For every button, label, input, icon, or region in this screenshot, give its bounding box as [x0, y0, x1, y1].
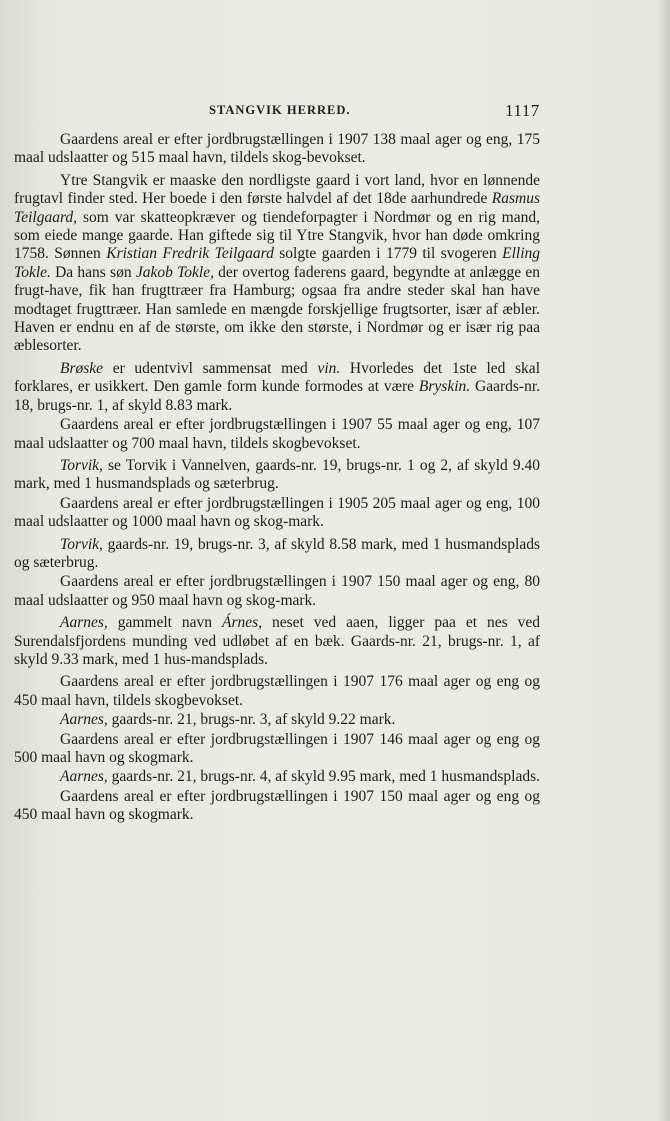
- text-run: gaards-nr. 21, brugs-nr. 3, af skyld 9.22 mark.: [107, 711, 396, 729]
- paragraph: [14, 788, 540, 825]
- italic-name: Jakob Tokle,: [135, 263, 214, 281]
- text-run: neset ved aaen, ligger paa et nes ved Surendalsfjordens munding ved udløbet af en bæk. Gaards-nr. 21, brugs-nr. 1, af skyld 9.33 mark, med 1 hus-mandsplads.: [14, 614, 540, 668]
- text-run: Gaardens areal er efter jordbrugstællingen i 1907 55 maal ager og eng, 107 maal udslaatter og 700 maal havn, tildels skogbevokset.: [14, 416, 540, 452]
- text-run: som var skatteopkræver og tiendeforpagter i Nordmør og en rig mand, som eiede mange gaarde. Han giftede sig til Ytre Stangvik, hvor han døde omkring 1758. Sønnen: [14, 208, 540, 263]
- text-run: gaards-nr. 19, brugs-nr. 3, af skyld 8.58 mark, med 1 husmandsplads og sæterbrug.: [14, 535, 540, 571]
- page-header: [0, 103, 670, 125]
- text-run: der overtog faderens gaard, begyndte at anlægge en frugt-have, fik han frugttræer fra Hamburg; ogsaa fra andre steder skal han have modtaget frugttræer. Han samlede en mængde forskjellige frugtsorter, især af æbler. Haven er endnu en af de største, om ikke den største, i Nordmør og er især rig paa æblesorter.: [14, 263, 540, 355]
- paragraph: [14, 416, 540, 453]
- paragraph: [14, 536, 540, 573]
- paragraph: [14, 768, 540, 786]
- paragraph: [14, 172, 540, 356]
- text-run: er udentvivl sammensat med: [103, 359, 318, 377]
- text-run: Gaardens areal er efter jordbrugstællingen i 1907 150 maal ager og eng, 80 maal udslaatter og 950 maal havn og skog-mark.: [14, 573, 540, 609]
- text-run: Gaardens areal er efter jordbrugstællingen i 1907 146 maal ager og eng og 500 maal havn og skogmark.: [14, 730, 540, 766]
- italic-name: Elling Tokle.: [14, 245, 540, 281]
- italic-name: Aarnes,: [60, 768, 108, 786]
- paragraph: [14, 614, 540, 669]
- page-number: 1117: [505, 101, 540, 120]
- italic-name: Árnes,: [222, 614, 263, 632]
- text-run: Gaardens areal er efter jordbrugstællingen i 1907 150 maal ager og eng og 450 maal havn og skogmark.: [14, 787, 540, 824]
- paragraph: [14, 711, 540, 729]
- text-run: Gaardens areal er efter jordbrugstællingen i 1905 205 maal ager og eng, 100 maal udslaatter og 1000 maal havn og skog-mark.: [14, 494, 540, 531]
- italic-name: Torvik,: [60, 456, 103, 474]
- italic-name: vin.: [317, 359, 341, 377]
- italic-name: Kristian Fredrik Teilgaard: [106, 245, 274, 263]
- page-edge-shadow: [656, 0, 670, 1121]
- text-run: gammelt navn: [107, 614, 222, 632]
- text-run: solgte gaarden i 1779 til svogeren: [273, 245, 503, 263]
- italic-name: Aarnes,: [60, 711, 108, 729]
- text-run: se Torvik i Vannelven, gaards-nr. 19, brugs-nr. 1 og 2, af skyld 9.40 mark, med 1 husmandsplads og sæterbrug.: [14, 456, 540, 493]
- text-run: Hvorledes det 1ste led skal forklares, er usikkert. Den gamle form kunde formodes at være: [14, 359, 540, 396]
- italic-name: Rasmus Teilgaard,: [14, 190, 540, 226]
- paragraph: [14, 495, 540, 532]
- paragraph: [14, 457, 540, 494]
- paragraph: [14, 131, 540, 168]
- italic-name: Aarnes,: [60, 614, 108, 632]
- text-run: gaards-nr. 21, brugs-nr. 4, af skyld 9.95 mark, med 1 husmandsplads.: [107, 768, 541, 786]
- italic-name: Brøske: [60, 359, 104, 377]
- text-run: Ytre Stangvik er maaske den nordligste gaard i vort land, hvor en lønnende frugtavl finder sted. Her boede i den første halvdel af det 18de aarhundrede: [14, 171, 540, 208]
- paragraph: [14, 360, 540, 415]
- running-head: STANGVIK HERRED.: [209, 103, 351, 117]
- text-run: Gaardens areal er efter jordbrugstællingen i 1907 176 maal ager og eng og 450 maal havn, tildels skogbevokset.: [14, 673, 540, 709]
- body-text: [14, 131, 540, 829]
- italic-name: Bryskin.: [418, 378, 471, 396]
- text-run: Gaards-nr. 18, brugs-nr. 1, af skyld 8.83 mark.: [14, 378, 540, 414]
- paragraph: [14, 731, 540, 768]
- paragraph: [14, 673, 540, 710]
- paragraph: [14, 573, 540, 610]
- text-run: Gaardens areal er efter jordbrugstællingen i 1907 138 maal ager og eng, 175 maal udslaatter og 515 maal havn, tildels skog-bevokset.: [14, 131, 540, 167]
- italic-name: Torvik,: [60, 535, 103, 553]
- text-run: Da hans søn: [50, 263, 136, 281]
